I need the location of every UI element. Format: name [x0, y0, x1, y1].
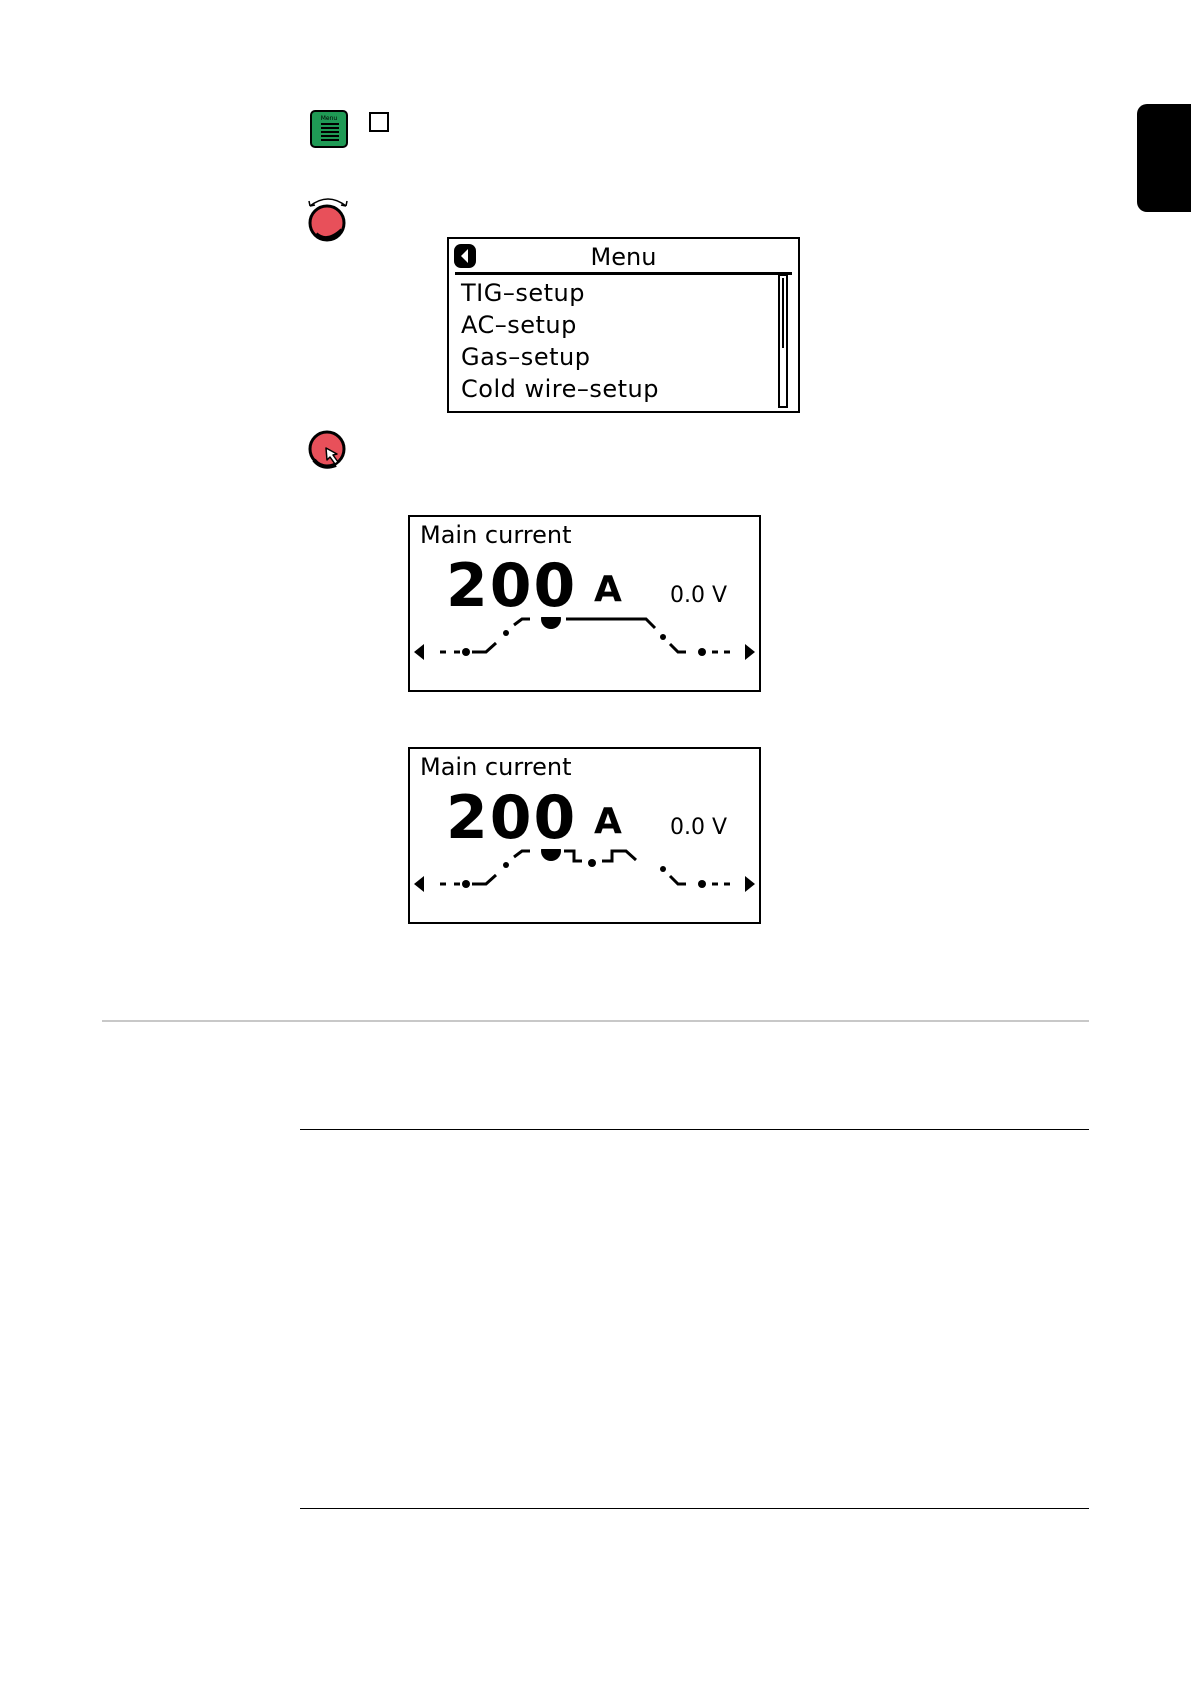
menu-title: Menu	[590, 243, 657, 271]
parameter-display	[408, 747, 761, 924]
scrollbar-thumb[interactable]	[782, 278, 784, 348]
menu-title-divider	[455, 272, 792, 275]
voltage-readout: 0.0 V	[670, 583, 728, 608]
parameter-display	[408, 515, 761, 692]
menu-scrollbar[interactable]	[778, 274, 788, 408]
parameter-label: Main current	[420, 521, 572, 549]
menu-item-ac-setup[interactable]: AC–setup	[461, 311, 577, 339]
scroll-left-icon	[414, 644, 424, 660]
parameter-value: 200	[446, 551, 578, 621]
voltage-readout: 0.0 V	[670, 815, 728, 840]
table-top-rule	[300, 1129, 1089, 1130]
menu-item-gas-setup[interactable]: Gas–setup	[461, 343, 591, 371]
section-divider	[102, 1020, 1089, 1022]
parameter-unit: A	[594, 569, 622, 610]
menu-list	[461, 277, 659, 405]
scroll-right-icon	[745, 644, 755, 660]
welding-curve-graph	[410, 849, 759, 922]
scroll-right-icon	[745, 876, 755, 892]
knob-turn-icon[interactable]	[304, 194, 352, 242]
section-tab	[1137, 104, 1191, 212]
parameter-value: 200	[446, 783, 578, 853]
table-bottom-rule	[300, 1508, 1089, 1509]
menu-key-label: Menu	[320, 115, 338, 122]
menu-key-icon[interactable]	[310, 110, 348, 148]
step-checkbox[interactable]	[369, 112, 389, 132]
knob-press-icon[interactable]	[306, 428, 354, 476]
parameter-label: Main current	[420, 753, 572, 781]
welding-curve-graph	[410, 617, 759, 690]
parameter-unit: A	[594, 801, 622, 842]
menu-item-cold-wire-setup[interactable]: Cold wire–setup	[461, 375, 659, 403]
list-lines-icon	[321, 123, 339, 143]
menu-item-tig-setup[interactable]: TIG–setup	[461, 279, 585, 307]
menu-display	[447, 237, 800, 413]
scroll-left-icon	[414, 876, 424, 892]
